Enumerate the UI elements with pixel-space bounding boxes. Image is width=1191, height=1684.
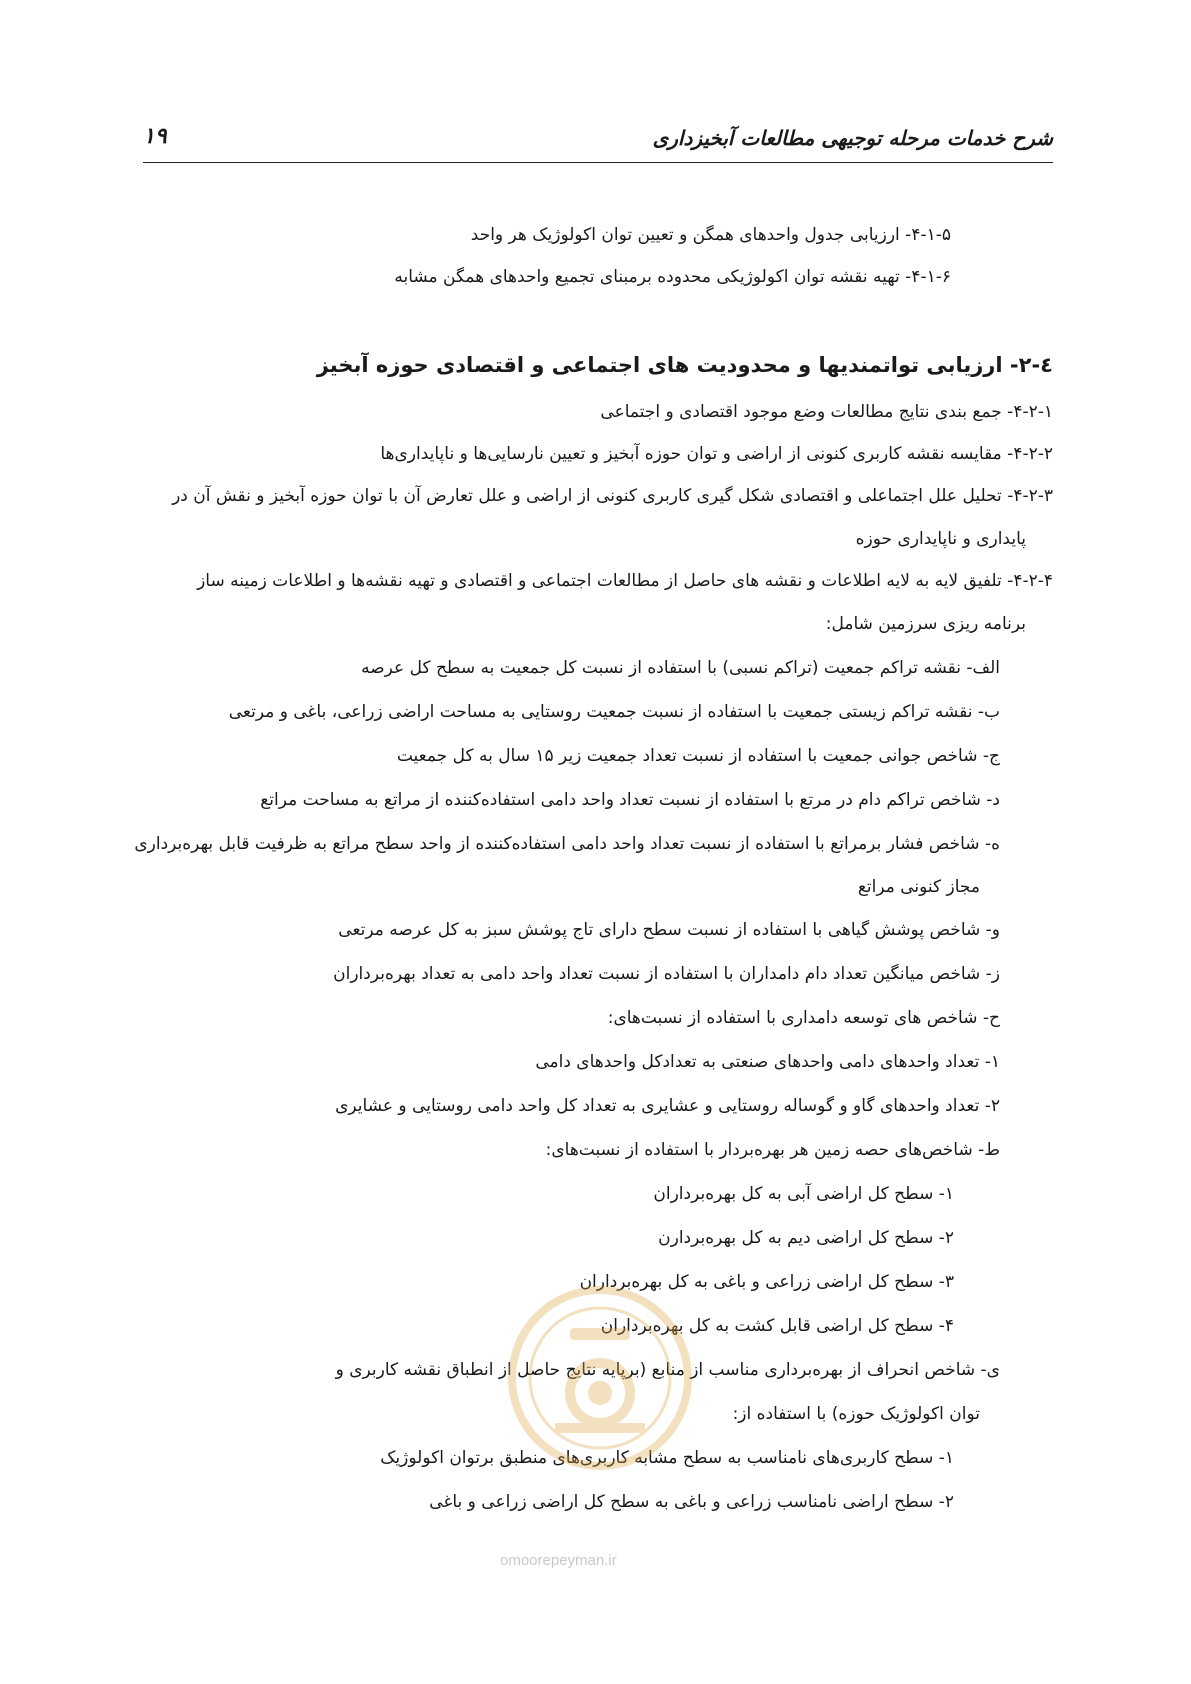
sub-item-jim: ج- شاخص جوانی جمعیت با استفاده از نسبت تعداد جمعیت زیر ۱۵ سال به کل جمعیت — [396, 746, 1000, 766]
sub-sub-item-1: ۱- تعداد واحدهای دامی واحدهای صنعتی به تعدادکل واحدهای دامی — [535, 1052, 1000, 1072]
item-4-2-3: ۴-۲-۳- تحلیل علل اجتماعلی و اقتصادی شکل گیری کاربری کنونی از اراضی و علل تعارض آن با توان حوزه آبخیز و نقش آن در — [172, 486, 1053, 506]
item-4-2-2: ۴-۲-۲- مقایسه نقشه کاربری کنونی از اراضی و توان حوزه آبخیز و تعیین نارسایی‌ها و ناپایداری‌ها — [380, 444, 1053, 464]
sub-item-he: ه- شاخص فشار برمراتع با استفاده از نسبت تعداد واحد دامی استفاده‌کننده از واحد سطح مراتع به ظرفیت قابل بهره‌برداری — [134, 834, 1000, 854]
section-heading: ٤-٢- ارزیابی تواتمندیها و محدودیت های اجتماعی و اقتصادی حوزه آبخیز — [316, 353, 1053, 377]
sub-item-ye-cont: توان اکولوژیک حوزه) با استفاده از: — [732, 1404, 980, 1424]
item-4-2-3-cont: پایداری و ناپایداری حوزه — [855, 529, 1026, 549]
watermark-url: omoorepeyman.ir — [500, 1552, 617, 1569]
deviation-item-1: ۱- سطح کاربری‌های نامناسب به سطح مشابه کاربری‌های منطبق برتوان اکولوژیک — [380, 1448, 954, 1468]
sub-item-ye: ی- شاخص انحراف از بهره‌برداری مناسب از منابع (برپایه نتایج حاصل از انطباق نقشه کاربری و — [335, 1360, 1000, 1380]
sub-item-ta: ط- شاخص‌های حصه زمین هر بهره‌بردار با استفاده از نسبت‌های: — [545, 1140, 1000, 1160]
item-4-1-5: ۴-۱-۵- ارزیابی جدول واحدهای همگن و تعیین توان اکولوژیک هر واحد — [470, 225, 951, 245]
sub-item-alef: الف- نقشه تراکم جمعیت (تراکم نسبی) با استفاده از نسبت کل جمعیت به سطح کل عرصه — [361, 658, 1000, 678]
land-share-item-1: ۱- سطح کل اراضی آبی به کل بهره‌برداران — [653, 1184, 954, 1204]
land-share-item-2: ۲- سطح کل اراضی دیم به کل بهره‌بردارن — [658, 1228, 954, 1248]
deviation-item-2: ۲- سطح اراضی نامناسب زراعی و باغی به سطح کل اراضی زراعی و باغی — [429, 1492, 954, 1512]
land-share-item-3: ۳- سطح کل اراضی زراعی و باغی به کل بهره‌برداران — [579, 1272, 954, 1292]
item-4-1-6: ۴-۱-۶- تهیه نقشه توان اکولوژیکی محدوده برمبنای تجمیع واحدهای همگن مشابه — [394, 267, 951, 287]
sub-item-he-jimi: ح- شاخص های توسعه دامداری با استفاده از نسبت‌های: — [607, 1008, 1000, 1028]
item-4-2-4-cont: برنامه ریزی سرزمین شامل: — [825, 614, 1026, 634]
header-divider — [143, 162, 1053, 163]
sub-item-vav: و- شاخص پوشش گیاهی با استفاده از نسبت سطح دارای تاج پوشش سبز به کل عرصه مرتعی — [338, 920, 1000, 940]
sub-item-be: ب- نقشه تراکم زیستی جمعیت با استفاده از نسبت جمعیت روستایی به مساحت اراضی زراعی، باغی و مرتعی — [228, 702, 1000, 722]
page-number: ۱۹ — [143, 124, 167, 149]
running-header-title: شرح خدمات مرحله توجیهی مطالعات آبخیزداری — [652, 126, 1053, 150]
sub-item-dal: د- شاخص تراکم دام در مرتع با استفاده از نسبت تعداد واحد دامی استفاده‌کننده از مراتع به مساحت مراتع — [260, 790, 1000, 810]
item-4-2-1: ۴-۲-۱- جمع بندی نتایج مطالعات وضع موجود اقتصادی و اجتماعی — [600, 402, 1053, 422]
sub-item-he-cont: مجاز کنونی مراتع — [857, 877, 980, 897]
sub-item-ze: ز- شاخص میانگین تعداد دام دامداران با استفاده از نسبت تعداد واحد دامی به تعداد بهره‌برداران — [333, 964, 1000, 984]
land-share-item-4: ۴- سطح کل اراضی قابل کشت به کل بهره‌برداران — [600, 1316, 954, 1336]
item-4-2-4: ۴-۲-۴- تلفیق لایه به لایه اطلاعات و نقشه های حاصل از مطالعات اجتماعی و اقتصادی و تهیه نقشه‌ها و اطلاعات زمینه ساز — [197, 571, 1053, 591]
watermark-logo — [500, 1283, 700, 1473]
sub-sub-item-2: ۲- تعداد واحدهای گاو و گوساله روستایی و عشایری به تعداد کل واحد دامی روستایی و عشایری — [335, 1096, 1000, 1116]
